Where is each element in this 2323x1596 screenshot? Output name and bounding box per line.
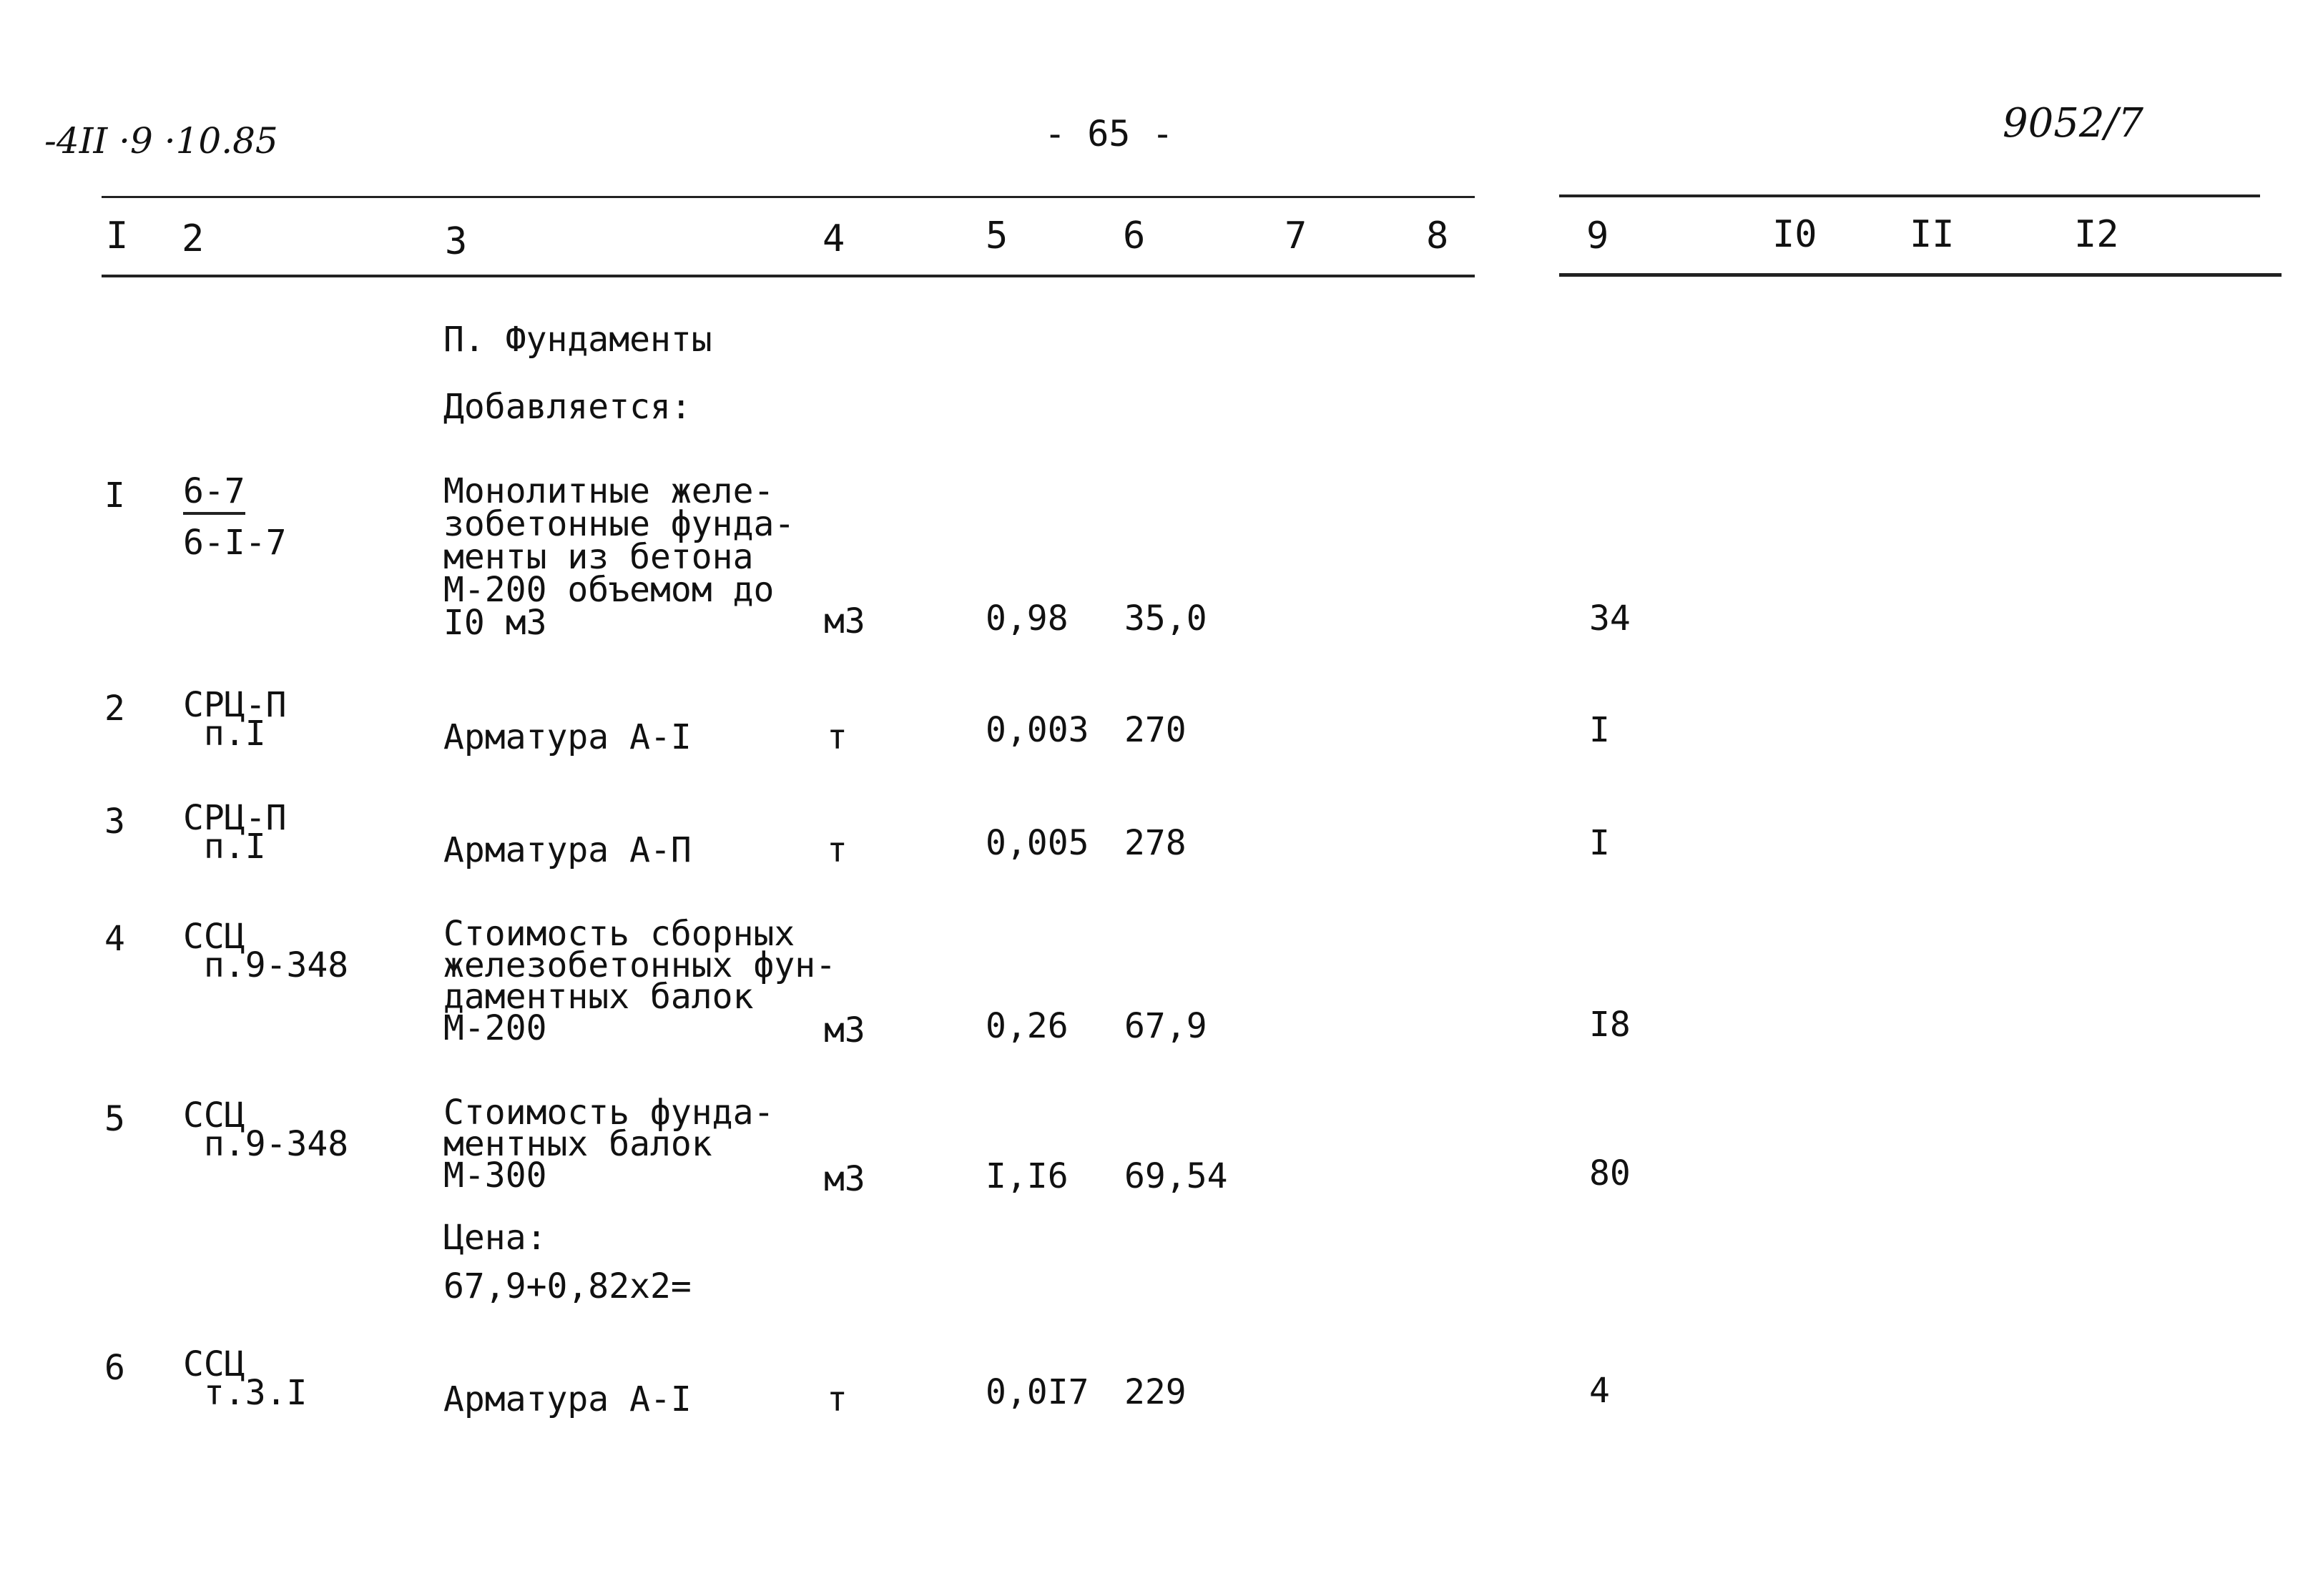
price-note-label: Цена:	[443, 1218, 547, 1258]
description: Арматура А-П	[443, 830, 692, 870]
total: I	[1589, 823, 1610, 863]
unit: т	[827, 1379, 848, 1419]
quantity: 0,005	[986, 823, 1089, 863]
description: Стоимость фунда- ментных балок М-300	[443, 1093, 775, 1196]
row-number: 4	[104, 919, 125, 959]
header-rule-bottom-left	[102, 275, 1475, 277]
quantity: I,I6	[986, 1156, 1069, 1196]
quantity: 0,26	[986, 1006, 1069, 1046]
code: ССЦ п.9-348	[183, 917, 349, 985]
col-header-7: 7	[1285, 215, 1307, 257]
code-numerator: 6-7	[183, 475, 245, 515]
unit-price: 229	[1124, 1372, 1187, 1412]
unit: м3	[824, 1159, 865, 1199]
row-number: 6	[104, 1348, 125, 1388]
code-denominator: 6-I-7	[183, 523, 287, 563]
total: I	[1589, 710, 1610, 750]
unit-price: 67,9	[1124, 1006, 1207, 1046]
description: Арматура А-I	[443, 1379, 692, 1419]
code: СРЦ-П п.I	[183, 685, 287, 754]
section-title: П. Фундаменты	[443, 320, 712, 360]
quantity: 0,98	[986, 598, 1069, 639]
code: ССЦ т.3.I	[183, 1344, 308, 1413]
col-header-1: I	[106, 215, 129, 257]
unit: т	[827, 717, 848, 757]
col-header-2: 2	[182, 217, 205, 260]
total: I8	[1589, 1005, 1631, 1045]
col-header-9: 9	[1586, 215, 1609, 257]
code: СРЦ-П п.I	[183, 798, 287, 867]
header-rule-bottom-right	[1559, 273, 2282, 277]
total: 4	[1589, 1371, 1610, 1411]
description: Арматура А-I	[443, 717, 692, 757]
col-header-12: I2	[2074, 213, 2119, 256]
col-header-5: 5	[986, 215, 1008, 257]
unit: т	[827, 830, 848, 870]
section-subtitle: Добавляется:	[443, 387, 692, 427]
col-header-4: 4	[822, 217, 845, 260]
col-header-6: 6	[1123, 215, 1146, 257]
unit-price: 278	[1124, 823, 1187, 863]
quantity: 0,0I7	[986, 1372, 1089, 1412]
stamp-right: 9052/7	[2003, 100, 2144, 147]
row-number: I	[104, 476, 125, 516]
col-header-3: 3	[445, 220, 468, 263]
header-rule-top-right	[1559, 194, 2260, 197]
col-header-10: I0	[1772, 213, 1817, 256]
price-note-formula: 67,9+0,82х2=	[443, 1266, 692, 1306]
quantity: 0,003	[986, 710, 1089, 750]
unit-price: 35,0	[1124, 598, 1207, 639]
stamp-left: -4II ·9 ·10.85	[44, 120, 278, 162]
col-header-8: 8	[1426, 215, 1449, 257]
header-rule-top-left	[102, 196, 1475, 198]
row-number: 5	[104, 1099, 125, 1139]
unit-price: 270	[1124, 710, 1187, 750]
unit: м3	[824, 601, 865, 641]
unit: м3	[824, 1010, 865, 1050]
total: 80	[1589, 1153, 1631, 1193]
unit-price: 69,54	[1124, 1156, 1228, 1196]
total: 34	[1589, 598, 1631, 639]
col-header-11: II	[1910, 213, 1955, 256]
row-number: 2	[104, 689, 125, 729]
description: Стоимость сборных железобетонных фун- даментных балок М-200	[443, 914, 837, 1048]
page-number: - 65 -	[1044, 113, 1174, 154]
row-number: 3	[104, 802, 125, 842]
description: Монолитные желе- зобетонные фунда- менты из бетона М-200 объемом до I0 м3	[443, 471, 795, 643]
code: ССЦ п.9-348	[183, 1095, 349, 1164]
